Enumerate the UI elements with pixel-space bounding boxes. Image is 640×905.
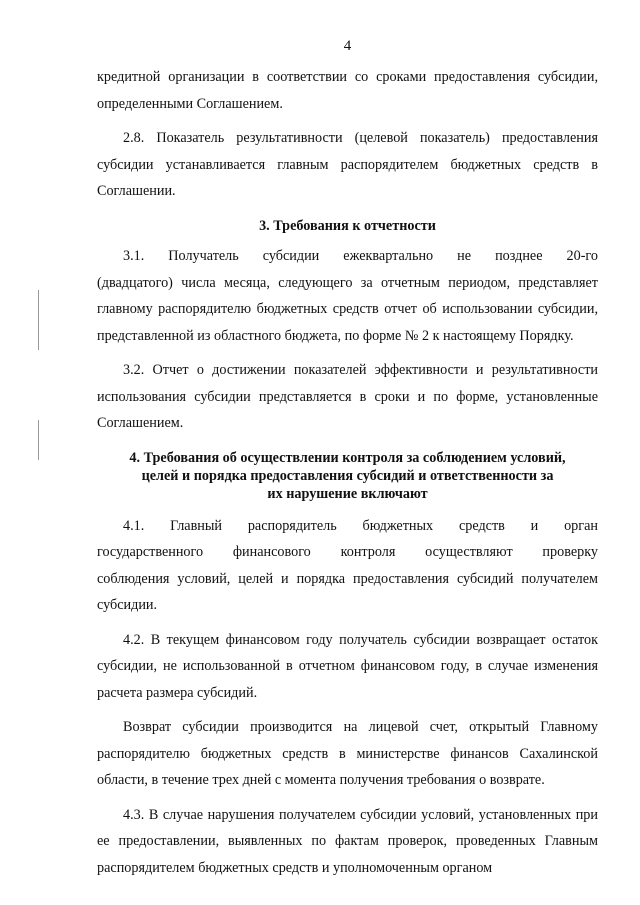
section-4-heading-line2: целей и порядка предоставления субсидий и ответственности за [141, 467, 554, 484]
paragraph-refund: Возврат субсидии производится на лицевой счет, открытый Главному распорядителю бюджетных средств в министерстве финансов Сахалинской области, в течение трех дней с момента получения требования о возврате. [97, 719, 598, 788]
section-4-heading [97, 449, 598, 503]
paragraph-4-3: 4.3. В случае нарушения получателем субсидии условий, установленных при ее предоставлении, выявленных по фактам проверок, проведенных Главным распорядителем бюджетных средств и уполномоченным органом [97, 806, 598, 876]
document-page [97, 36, 598, 881]
paragraph-4-2: 4.2. В текущем финансовом году получатель субсидии возвращает остаток субсидии, не использованной в отчетном финансовом году, в случае изменения расчета размера субсидий. [97, 631, 598, 701]
paragraph-3-1-line1: 3.1. Получатель субсидии ежеквартально не позднее 20-го [123, 248, 598, 264]
section-4-heading-line1: 4. Требования об осуществлении контроля за соблюдением условий, [129, 449, 566, 466]
paragraph-2-8: 2.8. Показатель результативности (целевой показатель) предоставления субсидии устанавливается главным распорядителем бюджетных средств в Соглашении. [97, 130, 598, 199]
paragraph-3-1-rest: (двадцатого) числа месяца, следующего за отчетным периодом, представляет главному распорядителю бюджетных средств отчет об использовании субсидии, представленной из областного бюджета, по форме № 2 к настоящему Порядку. [97, 274, 598, 344]
paragraph-4-1-line2: государственного финансового контроля осуществляют проверку [97, 544, 598, 560]
paragraph-3-2: 3.2. Отчет о достижении показателей эффективности и результативности использования субсидии представляется в сроки и по форме, установленные Соглашением. [97, 362, 598, 431]
paragraph-4-1-rest: соблюдения условий, целей и порядка предоставления субсидий получателем субсидии. [97, 570, 598, 613]
scan-mark [38, 290, 39, 350]
paragraph-credit-org: кредитной организации в соответствии со сроками предоставления субсидии, определенными Соглашением. [97, 69, 598, 112]
page-number: 4 [343, 38, 352, 54]
section-3-heading: 3. Требования к отчетности [259, 217, 436, 234]
paragraph-4-1-line1: 4.1. Главный распорядитель бюджетных средств и орган [123, 517, 598, 534]
section-4-heading-line3: их нарушение включают [267, 485, 428, 502]
scan-mark [38, 420, 39, 460]
